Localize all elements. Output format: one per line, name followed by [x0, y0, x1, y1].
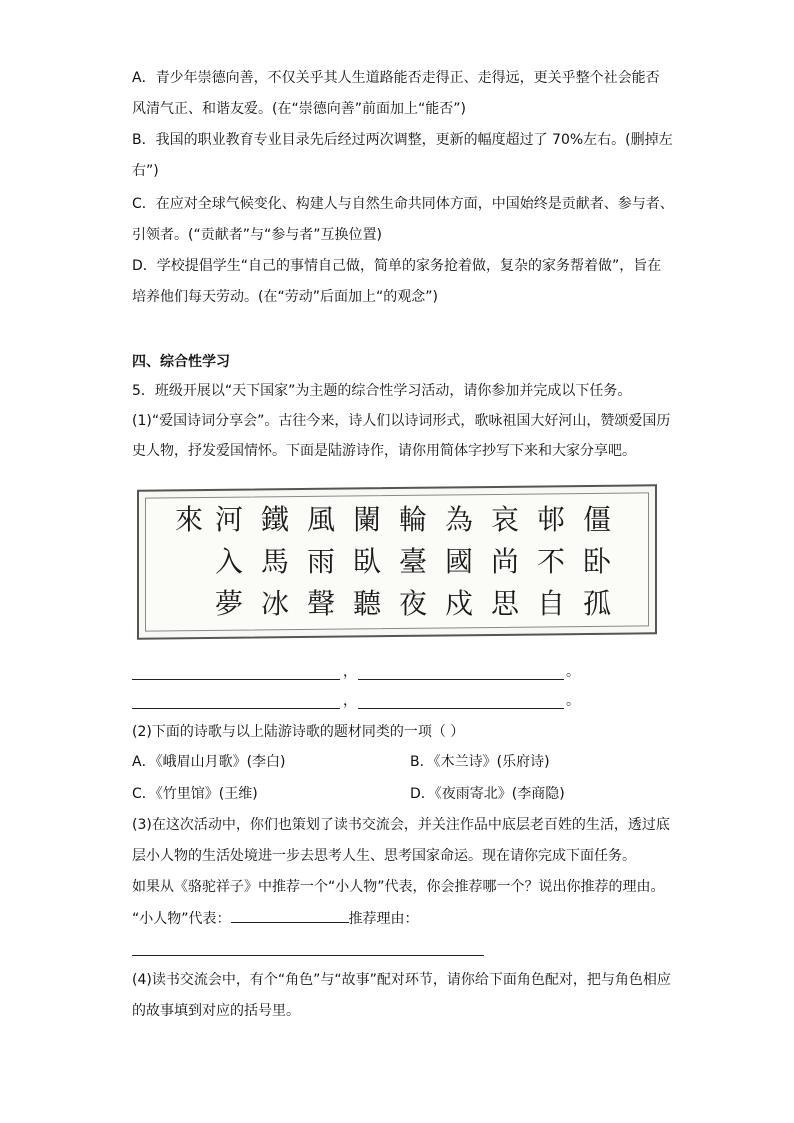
- period-1: 。: [566, 664, 580, 680]
- poem-column: 為國戍: [445, 503, 474, 620]
- part-3-line3: 如果从《骆驼祥子》中推荐一个“小人物”代表，你会推荐哪一个？说出你推荐的理由。: [132, 879, 665, 895]
- poem-column: 輪臺夜: [399, 503, 428, 620]
- comma-1: ，: [343, 664, 357, 680]
- option-d-line1: D．学校提倡学生“自己的事情自己做，简单的家务抢着做，复杂的家务帮着做”，旨在: [132, 258, 662, 274]
- option-c-line1: C．在应对全球气候变化、构建人与自然生命共同体方面，中国始终是贡献者、参与者、: [132, 196, 674, 212]
- representative-label: “小人物”代表：: [132, 911, 231, 927]
- part-1-line2: 史人物，抒发爱国情怀。下面是陆游诗作，请你用简体字抄写下来和大家分享吧。: [132, 443, 636, 459]
- poem-column: 邨不自: [537, 503, 566, 620]
- representative-blank[interactable]: [231, 908, 349, 923]
- part-2-question: (2)下面的诗歌与以上陆游诗歌的题材同类的一项（ ）: [132, 724, 465, 740]
- choice-d: D．《夜雨寄北》(李商隐): [410, 786, 565, 802]
- section-title: 四、综合性学习: [132, 354, 230, 370]
- poem-column: 風雨聲: [307, 503, 336, 620]
- answer-blank-2[interactable]: [358, 679, 564, 680]
- part-3-line2: 层小人物的生活处境进一步去思考人生、思考国家命运。现在请你完成下面任务。: [132, 848, 636, 864]
- reason-answer-line[interactable]: [132, 955, 484, 956]
- answer-blank-4[interactable]: [358, 708, 564, 709]
- option-b-line2: 右”): [132, 163, 159, 179]
- question-5-intro: 5．班级开展以“天下国家”为主题的综合性学习活动，请你参加并完成以下任务。: [132, 383, 632, 399]
- poem-column: 來: [175, 503, 204, 536]
- poem-column: 河入夢: [215, 503, 244, 620]
- poem-column: 僵卧孤: [583, 503, 612, 620]
- part-4-line2: 的故事填到对应的括号里。: [132, 1003, 300, 1019]
- part-3-line1: (3)在这次活动中，你们也策划了读书交流会，并关注作品中底层老百姓的生活，透过底: [132, 817, 670, 833]
- answer-blank-3[interactable]: [132, 708, 340, 709]
- option-a-line2: 风清气正、和谐友爱。(在“崇德向善”前面加上“能否”): [132, 101, 466, 117]
- choice-c: C．《竹里馆》(王维): [132, 786, 258, 802]
- poem-column: 哀尚思: [491, 503, 520, 620]
- reason-label: 推荐理由：: [348, 911, 419, 927]
- part-1-line1: (1)“爱国诗词分享会”。古往今来，诗人们以诗词形式，歌咏祖国大好河山，赞颂爱国历: [132, 413, 671, 429]
- part-4-line1: (4)读书交流会中，有个“角色”与“故事”配对环节，请你给下面角色配对，把与角色相应: [132, 972, 671, 988]
- choice-a: A．《峨眉山月歌》(李白): [132, 754, 286, 770]
- poem-column: 鐵馬冰: [261, 503, 290, 620]
- option-c-line2: 引领者。(“贡献者”与“参与者”互换位置): [132, 227, 382, 243]
- representative-row: [132, 908, 419, 929]
- comma-2: ，: [343, 693, 357, 709]
- poem-column: 闌臥聽: [353, 503, 382, 620]
- option-d-line2: 培养他们每天劳动。(在“劳动”后面加上“的观念”): [132, 289, 438, 305]
- period-2: 。: [566, 693, 580, 709]
- answer-blank-1[interactable]: [132, 679, 340, 680]
- poem-columns: [137, 487, 657, 637]
- option-a-line1: A．青少年崇德向善，不仅关乎其人生道路能否走得正、走得远，更关乎整个社会能否: [132, 70, 660, 86]
- choice-b: B．《木兰诗》(乐府诗): [410, 754, 550, 770]
- option-b-line1: B．我国的职业教育专业目录先后经过两次调整，更新的幅度超过了 70%左右。(删掉左: [132, 132, 673, 148]
